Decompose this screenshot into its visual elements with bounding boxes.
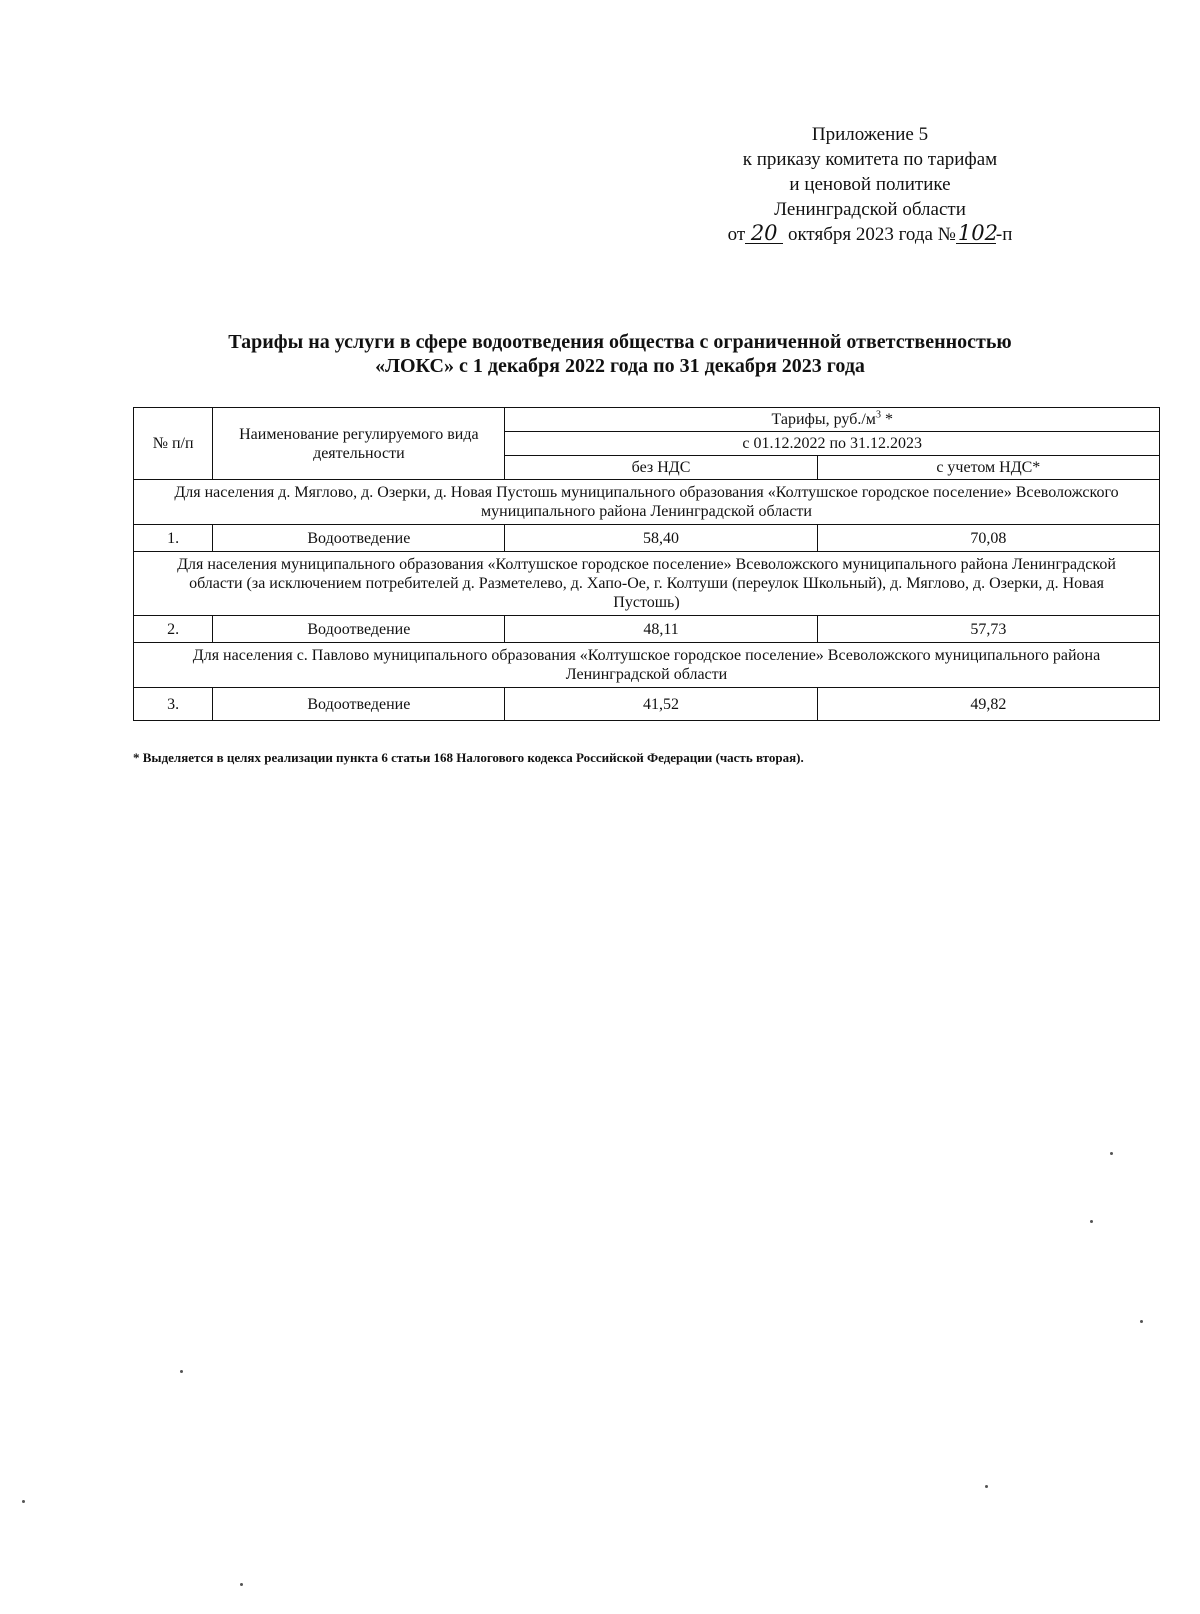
date-middle: октября 2023 года № (787, 224, 956, 245)
row-activity: Водоотведение (213, 525, 505, 552)
col-header-number: № п/п (134, 408, 213, 480)
row-activity: Водоотведение (213, 616, 505, 643)
row-number: 1. (134, 525, 213, 552)
group-heading: Для населения с. Павлово муниципального образования «Колтушское городское поселение» Всеволожского муниципального района Ленинградской области (134, 643, 1160, 688)
scan-speck (180, 1370, 183, 1373)
col-header-without-vat: без НДС (505, 456, 817, 480)
group-heading-row (134, 552, 1160, 616)
row-tariff-without-vat: 41,52 (505, 688, 817, 721)
footnote: * Выделяется в целях реализации пункта 6 статьи 168 Налогового кодекса Российской Федерации (часть вторая). (133, 750, 804, 765)
group-heading: Для населения муниципального образования «Колтушское городское поселение» Всеволожского муниципального района Ленинградской области (за исключением потребителей д. Разметелево, д. Хапо-Ое, г. Колтуши (переулок Школьный), д. Мяглово, д. Озерки, д. Новая Пустошь) (134, 552, 1160, 616)
document-title (120, 330, 1120, 378)
col-header-with-vat: с учетом НДС* (817, 456, 1159, 480)
appendix-number: Приложение 5 (811, 124, 929, 145)
row-activity: Водоотведение (213, 688, 505, 721)
appendix-header (660, 122, 1080, 247)
table-header-row-1 (134, 408, 1160, 432)
handwritten-day: 20 (745, 223, 783, 244)
col-header-tariffs (505, 408, 1160, 432)
table-row (134, 525, 1160, 552)
scan-speck (985, 1485, 988, 1488)
row-number: 3. (134, 688, 213, 721)
tariffs-unit-superscript: 3 (875, 409, 881, 421)
group-heading: Для населения д. Мяглово, д. Озерки, д. Новая Пустошь муниципального образования «Колтушское городское поселение» Всеволожского муниципального района Ленинградской области (134, 480, 1160, 525)
row-tariff-without-vat: 58,40 (505, 525, 817, 552)
tariffs-mark: * (880, 411, 893, 428)
appendix-committee: и ценовой политике (789, 174, 951, 195)
tariffs-label: Тарифы, руб./м (771, 411, 876, 428)
appendix-date-line (660, 222, 1080, 247)
scan-speck (1140, 1320, 1143, 1323)
scan-speck (240, 1583, 243, 1586)
title-line-2: «ЛОКС» с 1 декабря 2022 года по 31 декабря 2023 года (375, 355, 865, 377)
date-prefix: от (727, 224, 746, 245)
scan-speck (1110, 1152, 1113, 1155)
row-tariff-with-vat: 70,08 (817, 525, 1159, 552)
title-line-1: Тарифы на услуги в сфере водоотведения общества с ограниченной ответственностью (228, 331, 1012, 353)
row-tariff-with-vat: 49,82 (817, 688, 1159, 721)
table-row (134, 688, 1160, 721)
group-heading-row (134, 480, 1160, 525)
table-row (134, 616, 1160, 643)
col-header-period: с 01.12.2022 по 31.12.2023 (505, 432, 1160, 456)
row-tariff-with-vat: 57,73 (817, 616, 1159, 643)
row-number: 2. (134, 616, 213, 643)
order-suffix: -п (995, 224, 1013, 245)
col-header-activity: Наименование регулируемого вида деятельности (213, 408, 505, 480)
group-heading-row (134, 643, 1160, 688)
scan-speck (1090, 1220, 1093, 1223)
handwritten-order-number: 102 (957, 221, 998, 245)
scan-speck (22, 1500, 25, 1503)
row-tariff-without-vat: 48,11 (505, 616, 817, 643)
appendix-region: Ленинградской области (774, 199, 966, 220)
tariff-table (133, 407, 1160, 721)
appendix-order-ref: к приказу комитета по тарифам (742, 149, 998, 170)
